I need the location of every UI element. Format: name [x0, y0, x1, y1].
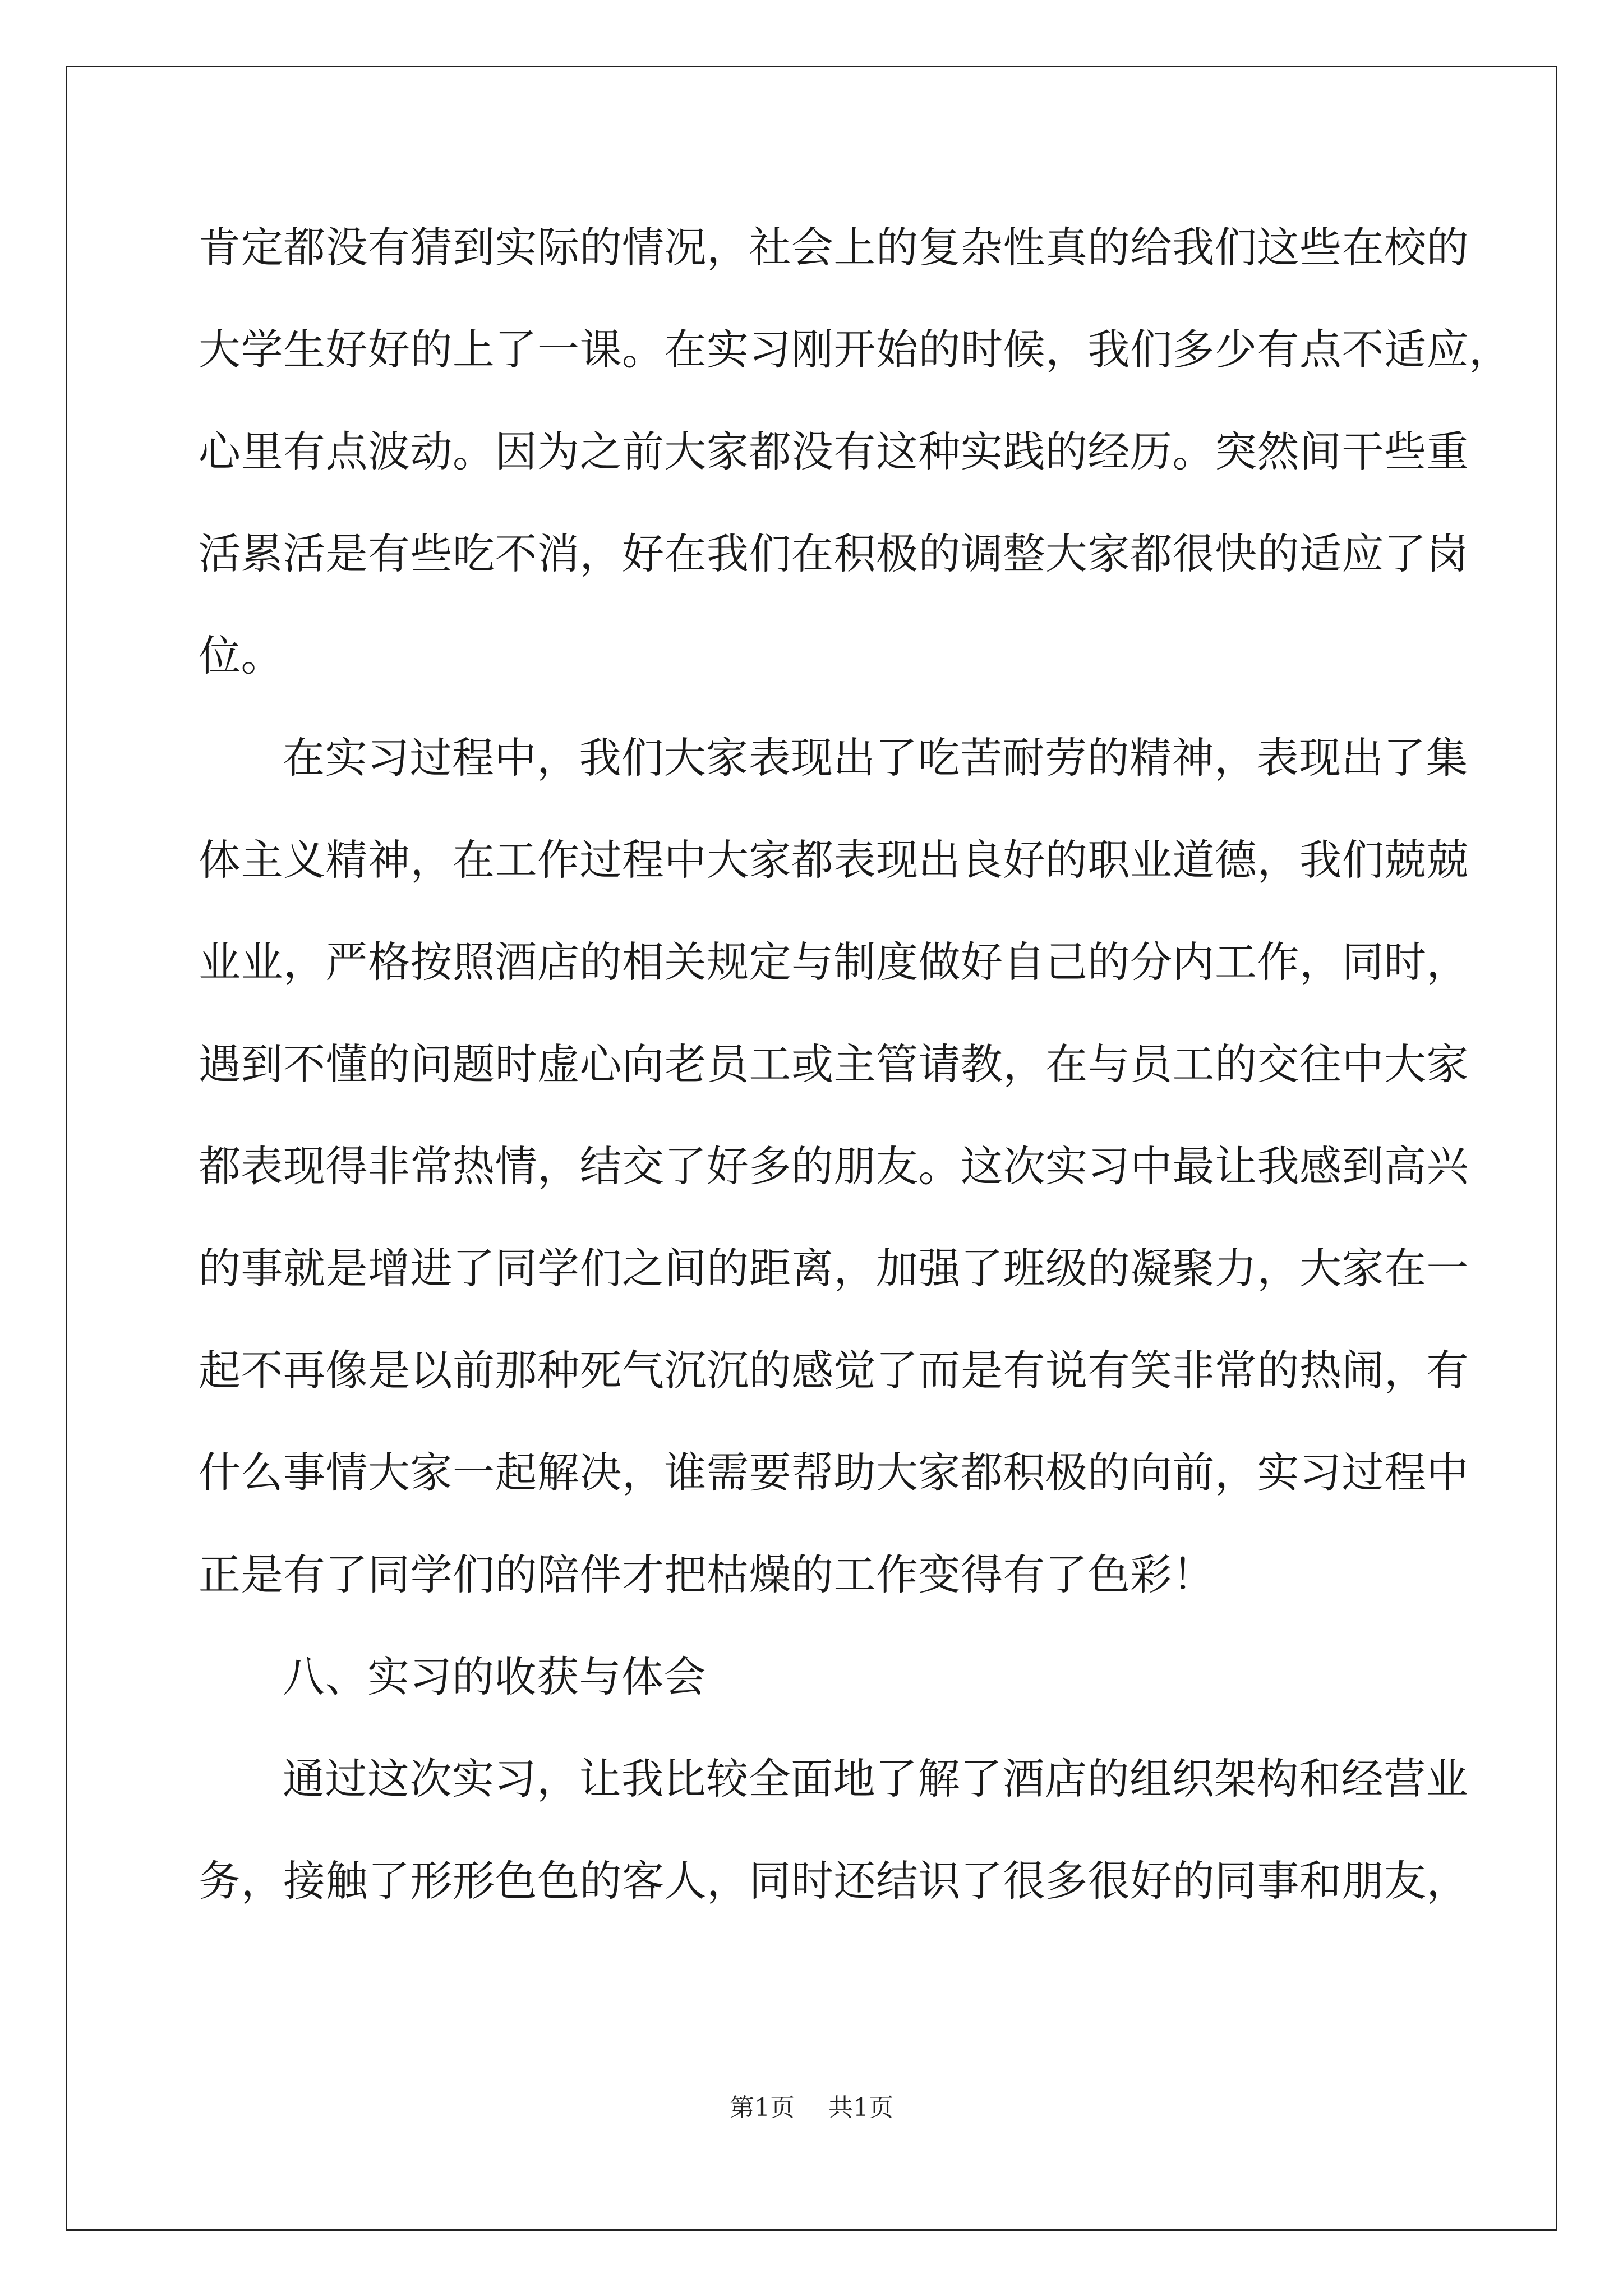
text-line: 遇到不懂的问题时虚心向老员工或主管请教，在与员工的交往中大家: [199, 1039, 1469, 1089]
page-number-total: 共1页: [828, 2093, 893, 2122]
text-line: 业业，严格按照酒店的相关规定与制度做好自己的分内工作，同时，: [199, 937, 1469, 987]
text-line: 起不再像是以前那种死气沉沉的感觉了而是有说有笑非常的热闹，有: [199, 1346, 1469, 1395]
text-line: 大学生好好的上了一课。在实习刚开始的时候，我们多少有点不适应，: [199, 325, 1511, 374]
text-line: 位。: [199, 631, 284, 680]
text-line: 心里有点波动。因为之前大家都没有这种实践的经历。突然间干些重: [199, 427, 1469, 476]
text-line: 正是有了同学们的陪伴才把枯燥的工作变得有了色彩！: [199, 1550, 1215, 1599]
text-line: 都表现得非常热情，结交了好多的朋友。这次实习中最让我感到高兴: [199, 1142, 1469, 1191]
paragraph-start-line: 在实习过程中，我们大家表现出了吃苦耐劳的精神，表现出了集: [283, 733, 1469, 783]
page-footer: [0, 2091, 1623, 2125]
text-line: 务，接触了形形色色的客人，同时还结识了很多很好的同事和朋友，: [199, 1856, 1469, 1906]
text-line: 体主义精神，在工作过程中大家都表现出良好的职业道德，我们兢兢: [199, 835, 1469, 885]
text-line: 的事就是增进了同学们之间的距离，加强了班级的凝聚力，大家在一: [199, 1244, 1469, 1293]
text-line: 活累活是有些吃不消，好在我们在积极的调整大家都很快的适应了岗: [199, 529, 1469, 578]
text-line: 什么事情大家一起解决，谁需要帮助大家都积极的向前，实习过程中: [199, 1448, 1469, 1497]
paragraph-start-line: 通过这次实习，让我比较全面地了解了酒店的组织架构和经营业: [283, 1754, 1469, 1803]
document-body: [199, 196, 1511, 1932]
page-number-current: 第1页: [730, 2093, 795, 2122]
section-heading: 八、实习的收获与体会: [283, 1652, 707, 1701]
text-line: 肯定都没有猜到实际的情况，社会上的复杂性真的给我们这些在校的: [199, 223, 1469, 272]
